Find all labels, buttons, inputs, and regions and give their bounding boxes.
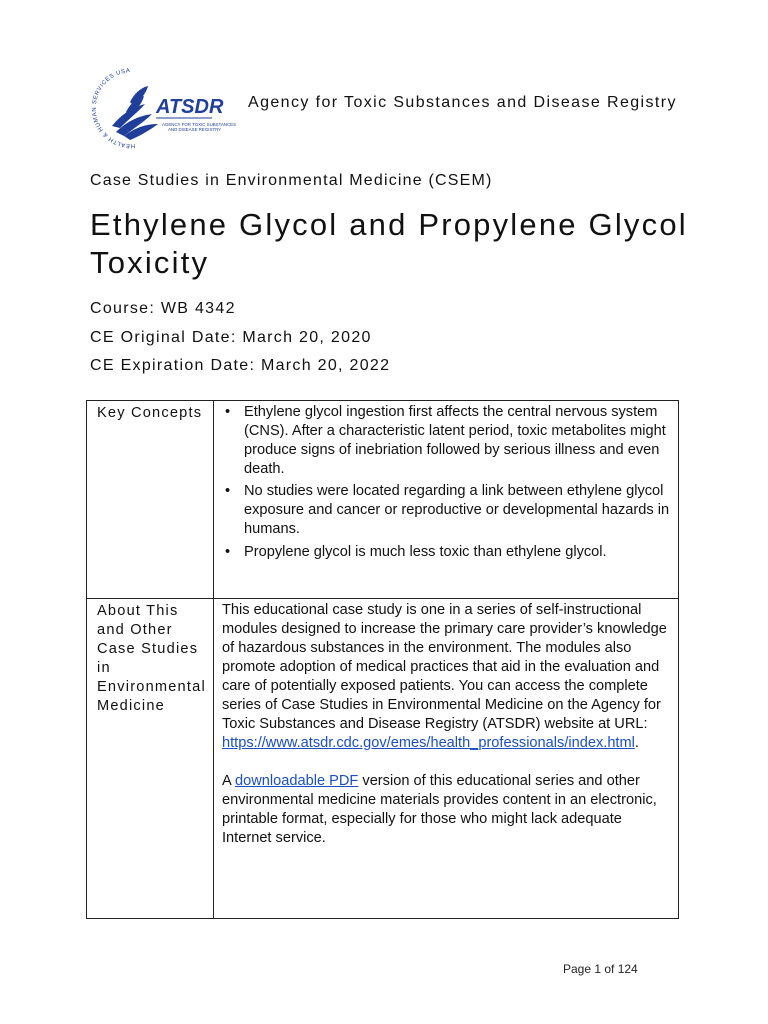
about-url-suffix: . bbox=[634, 735, 639, 751]
table-row bbox=[87, 401, 679, 599]
series-name: Case Studies in Environmental Medicine (CSEM) bbox=[90, 172, 493, 189]
key-concepts-label: Key Concepts bbox=[87, 401, 214, 599]
table-row bbox=[87, 599, 679, 919]
course-number: Course: WB 4342 bbox=[90, 300, 236, 317]
pdf-paragraph bbox=[222, 772, 672, 848]
page-title: Ethylene Glycol and Propylene Glycol Toxicity bbox=[90, 207, 688, 280]
list-item: • Ethylene glycol ingestion first affects the central nervous system (CNS). After a characteristic latent period, toxic metabolites might produce signs of inebriation followed by serious illness and even death. bbox=[222, 403, 672, 479]
pdf-prefix: A bbox=[222, 773, 231, 789]
pdf-text: version of this educational series and other environmental medicine materials provides content in an electronic, printable format, especially for those who might lack adequate Internet service. bbox=[222, 773, 657, 846]
about-paragraph bbox=[222, 601, 672, 753]
eagle-icon bbox=[112, 86, 158, 140]
logo-subtext-2: AND DISEASE REGISTRY bbox=[168, 127, 222, 132]
ce-expiration-date: CE Expiration Date: March 20, 2022 bbox=[90, 357, 391, 374]
downloadable-pdf-link[interactable]: downloadable PDF bbox=[235, 773, 359, 789]
about-cell bbox=[214, 599, 679, 919]
list-item: • No studies were located regarding a link between ethylene glycol exposure and cancer or reproductive or developmental hazards in humans. bbox=[222, 482, 672, 539]
atsdr-logo bbox=[90, 66, 240, 152]
agency-name: Agency for Toxic Substances and Disease Registry bbox=[248, 94, 677, 111]
key-concepts-list bbox=[222, 403, 672, 562]
about-text: This educational case study is one in a series of self-instructional modules designed to increase the primary care provider’s knowledge of hazardous substances in the environment. The modules also promote adoption of medical practices that aid in the evaluation and care of potentially exposed patients. You can access the complete series of Case Studies in Environmental Medicine on the Agency for Toxic Substances and Disease Registry (ATSDR) website at URL: bbox=[222, 602, 667, 732]
ce-original-date: CE Original Date: March 20, 2020 bbox=[90, 328, 372, 346]
page-number: Page 1 of 124 bbox=[563, 962, 638, 976]
about-label: About This and Other Case Studies in Environmental Medicine bbox=[87, 599, 214, 919]
info-table bbox=[86, 400, 679, 919]
course-meta bbox=[90, 295, 390, 381]
key-concepts-cell bbox=[214, 401, 679, 599]
logo-wordmark: ATSDR bbox=[156, 96, 224, 118]
list-item: • Propylene glycol is much less toxic than ethylene glycol. bbox=[222, 543, 672, 562]
logo-ring-text: HEALTH & HUMAN SERVICES USA bbox=[91, 68, 136, 149]
csem-link[interactable]: https://www.atsdr.cdc.gov/emes/health_professionals/index.html bbox=[222, 735, 635, 751]
logo-subtext-1: AGENCY FOR TOXIC SUBSTANCES bbox=[162, 122, 237, 127]
document-header bbox=[90, 66, 690, 156]
